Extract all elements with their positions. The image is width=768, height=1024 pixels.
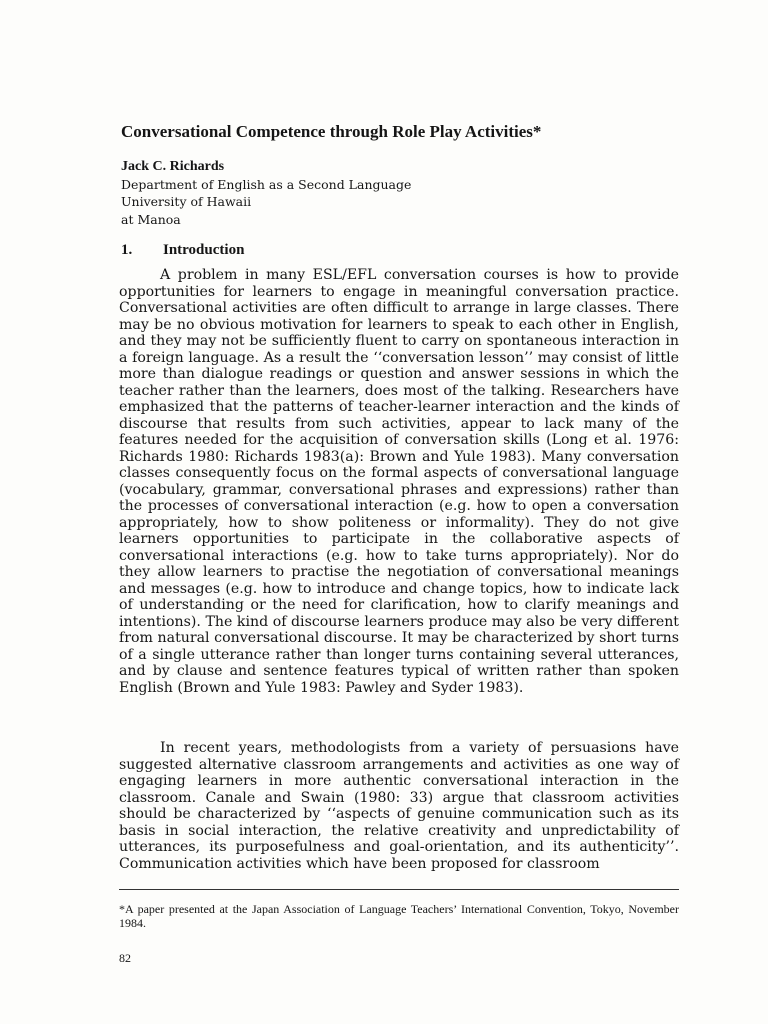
page-number: 82 xyxy=(119,951,131,965)
footnote-divider xyxy=(119,889,679,890)
body-paragraph-2: In recent years, methodologists from a variety of persuasions have suggested alternative classroom arrangements and activities as one way of engaging learners in more authentic conversational interaction in the classroom. Canale and Swain (1980: 33) argue that classroom activities should be characterized by ‘‘aspects of genuine communication such as its basis in social interaction, the relative creativity and unpredictability of utterances, its purposefulness and goal-orientation, and its authenticity’’. Communication activities which have been proposed for classroom xyxy=(119,740,679,872)
paper-title: Conversational Competence through Role Play Activities* xyxy=(121,122,542,141)
author-university: University of Hawaii xyxy=(121,194,252,209)
footnote: *A paper presented at the Japan Association of Language Teachers’ International Convention, Tokyo, November 1984. xyxy=(119,902,679,930)
author-name: Jack C. Richards xyxy=(121,159,225,174)
author-block xyxy=(121,158,411,228)
author-department: Department of English as a Second Language xyxy=(121,176,412,192)
section-title: Introduction xyxy=(163,242,245,258)
author-campus: at Manoa xyxy=(121,211,181,227)
section-heading xyxy=(121,242,244,259)
body-paragraph-1: A problem in many ESL/EFL conversation courses is how to provide opportunities for learners to engage in meaningful conversation practice. Conversational activities are often difficult to arrange in large classes. There may be no obvious motivation for learners to speak to each other in English, and they may not be sufficiently fluent to carry on spontaneous interaction in a foreign language. As a result the ‘‘conversation lesson’’ may consist of little more than dialogue readings or question and answer sessions in which the teacher rather than the learners, does most of the talking. Researchers have emphasized that the patterns of teacher-learner interaction and the kinds of discourse that results from such activities, appear to lack many of the features needed for the acquisition of conversation skills (Long et al. 1976: Richards 1980: Richards 1983(a): Brown and Yule 1983). Many conversation classes consequently focus on the formal aspects of conversational language (vocabulary, grammar, conversational phrases and expressions) rather than the processes of conversational interaction (e.g. how to open a conversation appropriately, how to show politeness or informality). They do not give learners opportunities to participate in the collaborative aspects of conversational interactions (e.g. how to take turns appropriately). Nor do they allow learners to practise the negotiation of conversational meanings and messages (e.g. how to introduce and change topics, how to indicate lack of understanding or the need for clarification, how to clarify meanings and intentions). The kind of discourse learners produce may also be very different from natural conversational discourse. It may be characterized by short turns of a single utterance rather than longer turns containing several utterances, and by clause and sentence features typical of written rather than spoken English (Brown and Yule 1983: Pawley and Syder 1983). xyxy=(119,267,679,696)
section-number: 1. xyxy=(121,242,133,258)
